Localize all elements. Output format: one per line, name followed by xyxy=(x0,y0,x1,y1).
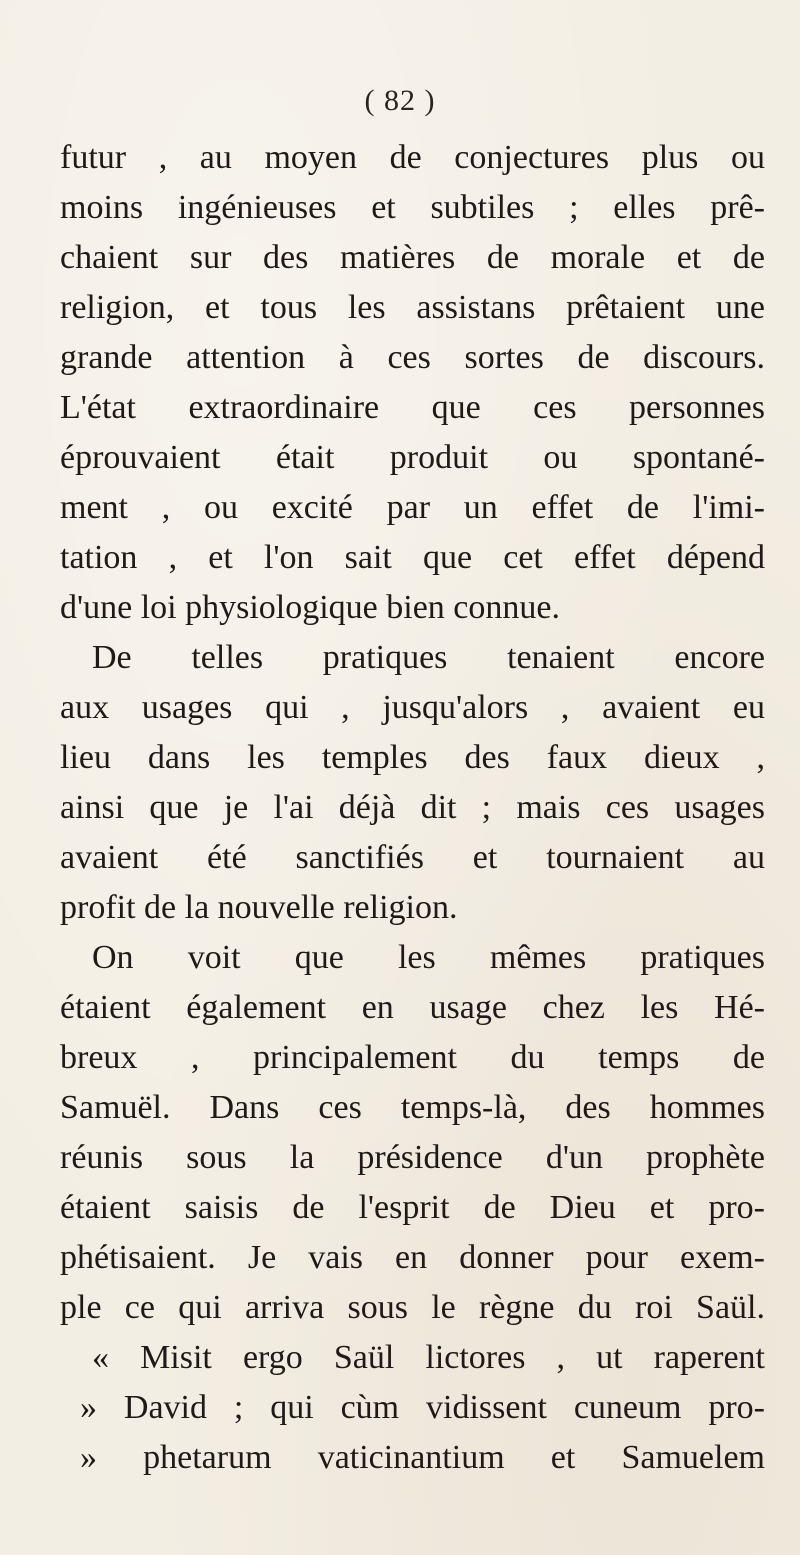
text-line: De telles pratiques tenaient encore xyxy=(92,639,765,676)
text-line: religion, et tous les assistans prêtaient une xyxy=(60,289,765,326)
text-line: lieu dans les temples des faux dieux , xyxy=(60,739,765,776)
text-line: breux , principalement du temps de xyxy=(60,1039,765,1076)
text-line: moins ingénieuses et subtiles ; elles prê- xyxy=(60,189,765,226)
text-line: chaient sur des matières de morale et de xyxy=(60,239,765,276)
text-line: phétisaient. Je vais en donner pour exem- xyxy=(60,1239,765,1276)
text-line: étaient également en usage chez les Hé- xyxy=(60,989,765,1026)
text-line: éprouvaient était produit ou spontané- xyxy=(60,439,765,476)
text-line: ainsi que je l'ai déjà dit ; mais ces usages xyxy=(60,789,765,826)
text-line: tation , et l'on sait que cet effet dépend xyxy=(60,539,765,576)
text-line: aux usages qui , jusqu'alors , avaient eu xyxy=(60,689,765,726)
text-line: grande attention à ces sortes de discours. xyxy=(60,339,765,376)
text-line: » David ; qui cùm vidissent cuneum pro- xyxy=(80,1389,765,1426)
page-number: ( 82 ) xyxy=(364,84,436,117)
text-line: ment , ou excité par un effet de l'imi- xyxy=(60,489,765,526)
text-line: profit de la nouvelle religion. xyxy=(60,889,458,926)
text-line: réunis sous la présidence d'un prophète xyxy=(60,1139,765,1176)
text-line: d'une loi physiologique bien connue. xyxy=(60,589,560,626)
body-text xyxy=(60,133,765,1483)
text-line: Samuël. Dans ces temps-là, des hommes xyxy=(60,1089,765,1126)
text-line: L'état extraordinaire que ces personnes xyxy=(60,389,765,426)
text-line: On voit que les mêmes pratiques xyxy=(92,939,765,976)
text-line: avaient été sanctifiés et tournaient au xyxy=(60,839,765,876)
text-line: » phetarum vaticinantium et Samuelem xyxy=(80,1439,765,1476)
text-line: ple ce qui arriva sous le règne du roi Saül. xyxy=(60,1289,765,1326)
text-line: étaient saisis de l'esprit de Dieu et pro- xyxy=(60,1189,765,1226)
text-line: futur , au moyen de conjectures plus ou xyxy=(60,139,765,176)
text-line: « Misit ergo Saül lictores , ut raperent xyxy=(92,1339,765,1376)
